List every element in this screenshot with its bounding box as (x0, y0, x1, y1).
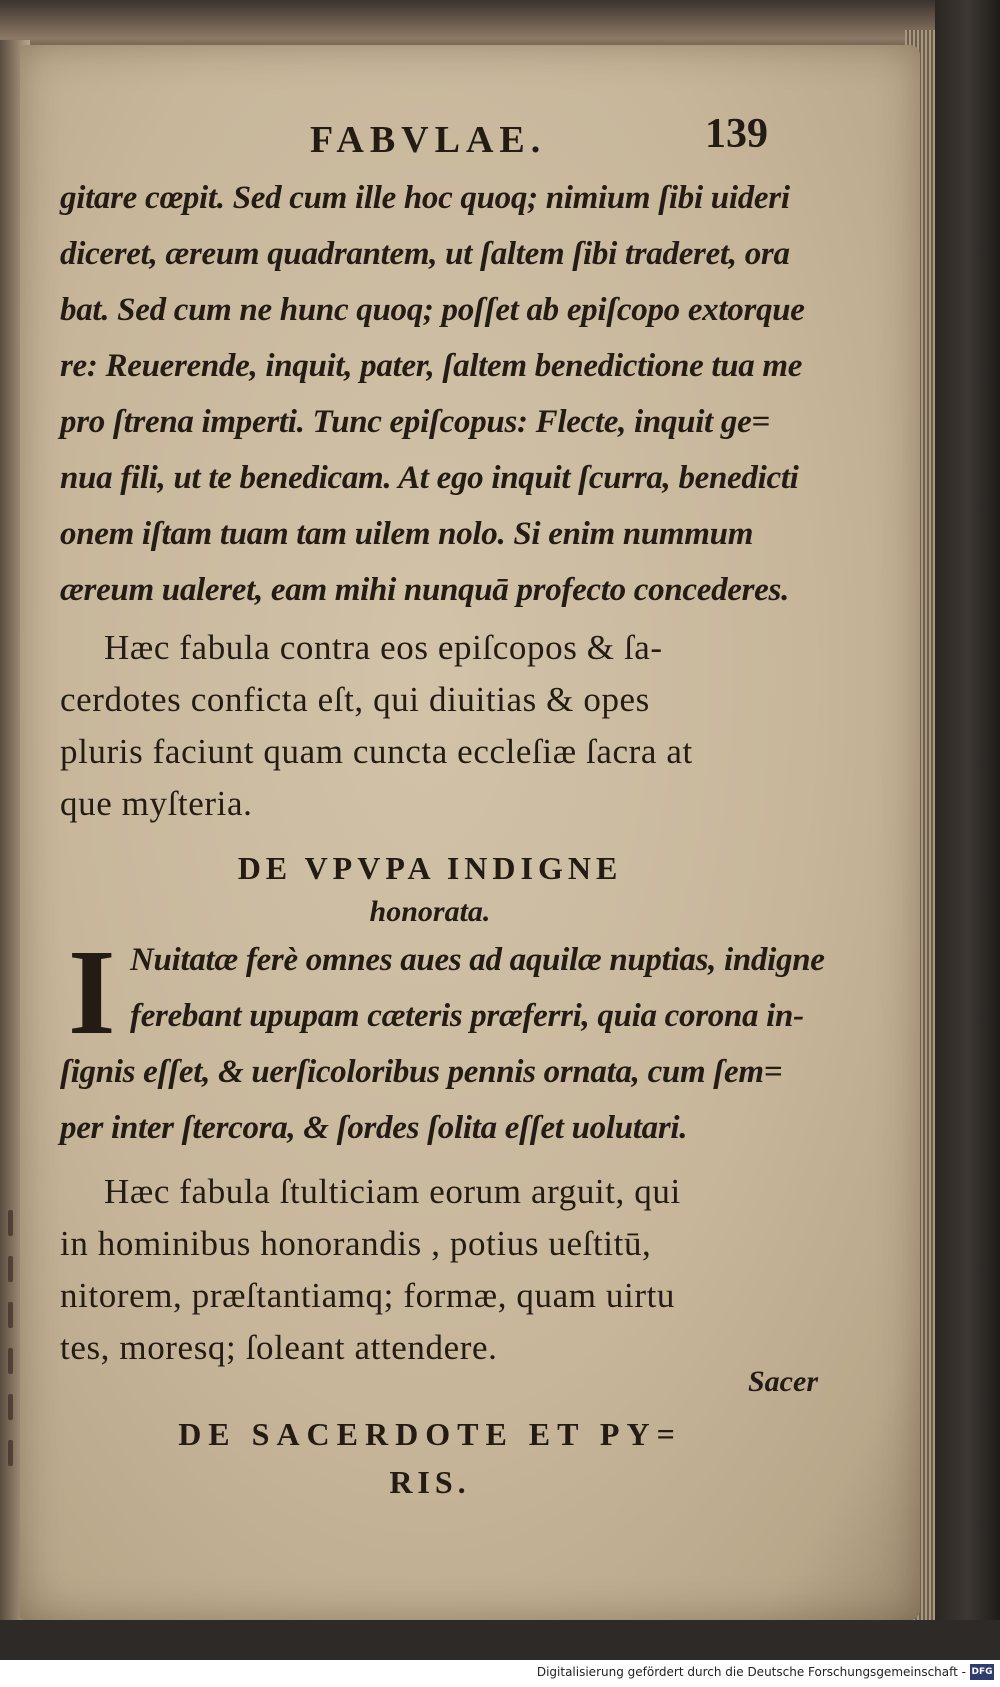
fable-heading: RIS. (389, 1464, 471, 1500)
text-line: pluris faciunt quam cuncta eccleſiæ ſacra at (60, 732, 693, 771)
fable-heading: DE SACERDOTE ET PY= (178, 1416, 682, 1452)
footer-credit: Digitalisierung gefördert durch die Deutsche Forschungsgemeinschaft - (536, 1665, 966, 1679)
book-cover-edge (935, 0, 1000, 1660)
page-header (60, 110, 800, 170)
dfg-logo-icon: DFG (970, 1664, 994, 1680)
italic-paragraph-1 (60, 170, 805, 618)
fable-heading-sub: honorata. (369, 895, 491, 928)
text-line: pro ſtrena imperti. Tunc epiſcopus: Flecte, inquit ge= (60, 404, 770, 440)
fable-heading-3 (60, 1410, 800, 1506)
text-line: diceret, æreum quadrantem, ut ſaltem ſibi traderet, ora (60, 236, 790, 272)
text-line: gitare cœpit. Sed cum ille hoc quoq; nimium ſibi uideri (60, 180, 790, 216)
text-line: que myſteria. (60, 784, 253, 823)
text-line: Hæc fabula ſtulticiam eorum arguit, qui (104, 1172, 681, 1211)
scan-background (0, 1620, 1000, 1660)
drop-cap: I (68, 925, 116, 1060)
text-line: tes, moresq; ſoleant attendere. (60, 1328, 498, 1367)
text-line: nua fili, ut te benedicam. At ego inquit ſcurra, benedicti (60, 460, 799, 496)
text-line: Nuitatæ ferè omnes aues ad aquilæ nuptias, indigne (130, 942, 825, 978)
text-line: cerdotes conficta eſt, qui diuitias & opes (60, 680, 650, 719)
moral-paragraph-1 (60, 622, 800, 830)
text-line: onem iſtam tuam tam uilem nolo. Si enim nummum (60, 516, 754, 552)
fable-heading: DE VPVPA INDIGNE (237, 850, 623, 886)
text-line: bat. Sed cum ne hunc quoq; poſſet ab epiſcopo extorque (60, 292, 805, 328)
text-line: nitorem, præſtantiamq; formæ, quam uirtu (60, 1276, 676, 1315)
text-line: æreum ualeret, eam mihi nunquā profecto concederes. (60, 572, 790, 608)
text-line: ferebant upupam cæteris præferri, quia corona in- (130, 998, 804, 1034)
moral-paragraph-2 (60, 1166, 800, 1374)
footer-bar (0, 1660, 1000, 1687)
catchword: Sacer (748, 1365, 818, 1398)
text-line: ſignis eſſet, & uerſicoloribus pennis ornata, cum ſem= (60, 1054, 783, 1090)
italic-paragraph-2 (60, 925, 825, 1156)
page-text (60, 110, 825, 1506)
text-line: in hominibus honorandis , potius ueſtitū, (60, 1224, 652, 1263)
running-head: FABVLAE. (310, 119, 547, 161)
text-line: per inter ſtercora, & ſordes ſolita eſſet uolutari. (60, 1110, 688, 1146)
text-line: re: Reuerende, inquit, pater, ſaltem benedictione tua me (60, 348, 803, 384)
text-line: Hæc fabula contra eos epiſcopos & ſa- (104, 628, 663, 667)
page-number: 139 (705, 111, 768, 157)
